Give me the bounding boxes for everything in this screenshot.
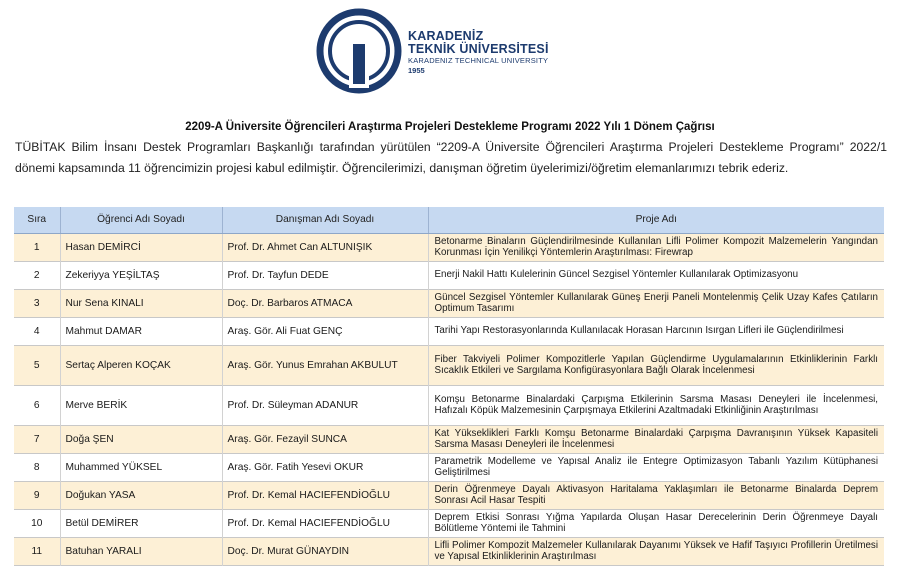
student-name: Betül DEMİRER [60,509,222,537]
table-row [14,425,884,453]
row-number: 3 [33,297,40,309]
project-title: Parametrik Modelleme ve Yapısal Analiz ile Entegre Optimizasyon Tabanlı Yazılım Kütüphanesi Geliştirilmesi [428,453,884,481]
student-name: Hasan DEMİRCİ [60,233,222,261]
student-name: Batuhan YARALI [60,537,222,565]
student-name: Muhammed YÜKSEL [60,453,222,481]
row-number: 4 [33,325,40,337]
student-name: Merve BERİK [60,385,222,425]
advisor-name: Doç. Dr. Murat GÜNAYDIN [222,537,428,565]
table-row [14,537,884,565]
row-number: 2 [33,269,40,281]
row-number: 1 [33,241,40,253]
advisor-name: Prof. Dr. Kemal HACIEFENDİOĞLU [222,481,428,509]
column-header-advisor: Danışman Adı Soyadı [222,207,428,233]
column-header-project: Proje Adı [428,207,884,233]
row-number: 8 [33,461,40,473]
row-number: 7 [33,433,40,445]
row-number: 9 [33,489,40,501]
column-header-no: Sıra [14,207,60,233]
project-title: Enerji Nakil Hattı Kulelerinin Güncel Sezgisel Yöntemler Kullanılarak Optimizasyonu [428,261,884,289]
student-name: Doğukan YASA [60,481,222,509]
row-number: 5 [33,359,40,371]
project-title: Betonarme Binaların Güçlendirilmesinde Kullanılan Lifli Polimer Kompozit Malzemelerin Yangından Korunması İçin Yenilikçi Yöntemlerin Araştırılması: Firewrap [428,233,884,261]
table-row [14,289,884,317]
logo-line-2: TEKNİK ÜNİVERSİTESİ [408,42,549,56]
project-title: Lifli Polimer Kompozit Malzemeler Kullanılarak Dayanımı Yüksek ve Hafif Taşıyıcı Profillerin Üretilmesi ve Yapısal Etkinliklerinin Araştırılması [428,537,884,565]
projects-table [14,207,884,566]
column-header-student: Öğrenci Adı Soyadı [60,207,222,233]
project-title: Deprem Etkisi Sonrası Yığma Yapılarda Oluşan Hasar Derecelerinin Derin Öğrenmeye Dayalı Bölütleme Yöntemi ile Tahmini [428,509,884,537]
logo-line-1: KARADENİZ [408,29,484,43]
advisor-name: Doç. Dr. Barbaros ATMACA [222,289,428,317]
advisor-name: Prof. Dr. Ahmet Can ALTUNIŞIK [222,233,428,261]
table-row [14,233,884,261]
row-number: 10 [31,517,43,529]
table-row [14,509,884,537]
advisor-name: Araş. Gör. Ali Fuat GENÇ [222,317,428,345]
table-row [14,261,884,289]
advisor-name: Prof. Dr. Süleyman ADANUR [222,385,428,425]
student-name: Nur Sena KINALI [60,289,222,317]
project-title: Kat Yükseklikleri Farklı Komşu Betonarme Binalardaki Çarpışma Davranışının Yüksek Kapasiteli Sarsma Masası Deneyleri ile İncelenmesi [428,425,884,453]
page-title: 2209-A Üniversite Öğrencileri Araştırma Projeleri Destekleme Programı 2022 Yılı 1 Dönem Çağrısı [185,121,715,133]
university-logo [316,8,576,94]
university-wordmark [408,30,549,75]
row-number: 11 [31,545,43,557]
intro-paragraph: TÜBİTAK Bilim İnsanı Destek Programları Başkanlığı tarafından yürütülen “2209-A Üniversite Öğrencileri Araştırma Projeleri Destekleme Programı” 2022/1 dönemi kapsamında 11 öğrencimizin projesi kabul edilmiştir. Öğrencilerimizi, danışman öğretim üyelerimizi/öğretim elemanlarımızı tebrik ederiz. [15,140,887,175]
table-header-row [14,207,884,233]
project-title: Fiber Takviyeli Polimer Kompozitlerle Yapılan Güçlendirme Uygulamalarının Etkinliklerinin Farklı Sıcaklık Etkileri ve Sargılama Konfigürasyonlara Bağlı Olarak İncelenmesi [428,345,884,385]
table-row [14,385,884,425]
student-name: Zekeriyya YEŞİLTAŞ [60,261,222,289]
advisor-name: Araş. Gör. Fatih Yesevi OKUR [222,453,428,481]
project-title: Komşu Betonarme Binalardaki Çarpışma Etkilerinin Sarsma Masası Deneyleri ile İncelenmesi, Hafızalı Köpük Malzemesinin Çarpışmaya Etkilerini Azaltmadaki Etkinliğinin Araştırılması [428,385,884,425]
table-row [14,345,884,385]
student-name: Mahmut DAMAR [60,317,222,345]
advisor-name: Araş. Gör. Yunus Emrahan AKBULUT [222,345,428,385]
advisor-name: Prof. Dr. Tayfun DEDE [222,261,428,289]
table-row [14,481,884,509]
project-title: Derin Öğrenmeye Dayalı Aktivasyon Haritalama Yaklaşımları ile Betonarme Binalarda Deprem Sonrası Acil Hasar Tespiti [428,481,884,509]
project-title: Güncel Sezgisel Yöntemler Kullanılarak Güneş Enerji Paneli Montelenmiş Çelik Uzay Kafes Çatıların Optimum Tasarımı [428,289,884,317]
student-name: Sertaç Alperen KOÇAK [60,345,222,385]
advisor-name: Prof. Dr. Kemal HACIEFENDİOĞLU [222,509,428,537]
table-row [14,453,884,481]
advisor-name: Araş. Gör. Fezayil SUNCA [222,425,428,453]
table-row [14,317,884,345]
logo-line-3: KARADENIZ TECHNICAL UNIVERSITY [408,56,549,65]
logo-line-4: 1955 [408,66,425,75]
row-number: 6 [33,399,40,411]
project-title: Tarihi Yapı Restorasyonlarında Kullanılacak Horasan Harcının Isırgan Lifleri ile Güçlendirilmesi [428,317,884,345]
student-name: Doğa ŞEN [60,425,222,453]
ktu-emblem-icon [316,8,402,94]
